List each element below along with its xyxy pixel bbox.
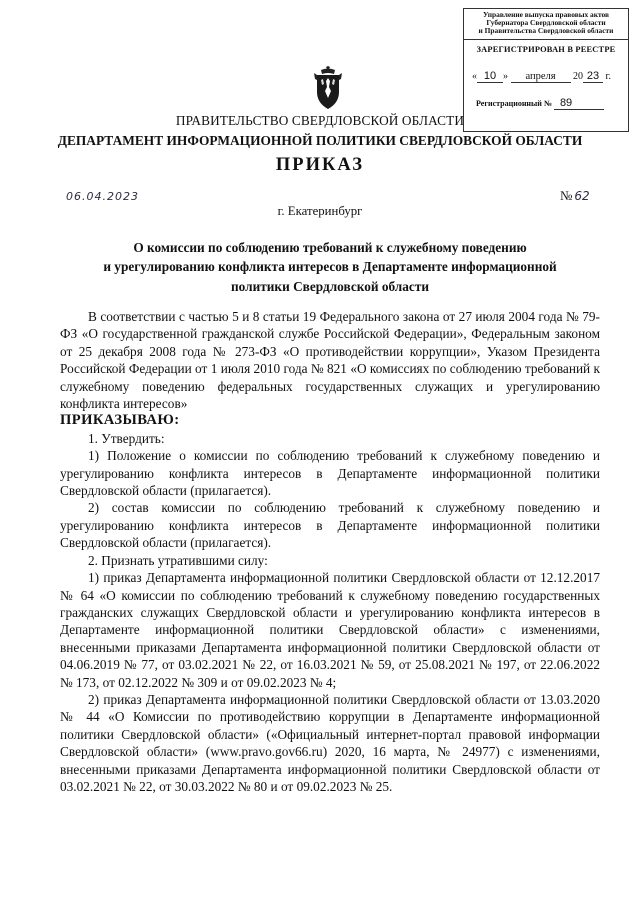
- stamp-year-prefix: 20: [573, 71, 583, 82]
- stamp-day: 10: [477, 70, 503, 83]
- stamp-header-line: Губернатора Свердловской области: [486, 18, 606, 28]
- stamp-header-line: Управление выпуска правовых актов: [482, 10, 610, 19]
- stamp-reg-number: 89: [554, 97, 604, 110]
- order-number: [560, 188, 590, 204]
- preamble-paragraph: В соответствии с частью 5 и 8 статьи 19 Федерального закона от 27 июля 2004 года № 79-ФЗ «О государственной гражданской службе Российской Федерации», Федеральным законом от 25 декабря 2008 года № 273-ФЗ «О противодействии коррупции», Указом Президента Российской Федерации от 1 июля 2010 года № 821 «О комиссиях по соблюдению требований к служебному поведению федеральных государственных служащих и урегулированию конфликта интересов»: [60, 309, 600, 412]
- clause-2-2: 2) приказ Департамента информационной политики Свердловской области от 13.03.2020 № 44 «О Комиссии по противодействию коррупции в Департаменте информационной политики Свердловской области» («Официальный интернет-портал правовой информации Свердловской области» (www.pravo.gov66.ru) 2020, 16 марта, № 24977) с изменениями, внесенными приказами Департамента информационной политики Свердловской области от 03.02.2021 № 22, от 30.03.2022 № 80 и от 09.02.2023 № 25.: [60, 691, 600, 794]
- subject-line: и урегулированию конфликта интересов в Департаменте информационной: [103, 259, 557, 275]
- stamp-open-quote: «: [472, 71, 477, 82]
- document-type: ПРИКАЗ: [275, 155, 365, 175]
- order-word: ПРИКАЗЫВАЮ:: [60, 412, 180, 429]
- handwritten-number: 62: [574, 189, 590, 203]
- document-subject: [60, 238, 600, 296]
- clause-2-1: 1) приказ Департамента информационной политики Свердловской области от 12.12.2017 № 64 «О комиссии по соблюдению требований к служебному поведению государственных гражданских служащих Свердловской области и урегулированию конфликта интересов в Департаменте информационной политики Свердловской области» с изменениями, внесенными приказами Департамента информационной политики Свердловской области от 04.06.2019 № 77, от 03.02.2021 № 22, от 16.03.2021 № 59, от 25.08.2021 № 197, от 22.06.2022 № 173, от 02.12.2022 № 309 и от 09.02.2023 № 4;: [60, 570, 600, 690]
- stamp-header-line: и Правительства Свердловской области: [478, 26, 614, 36]
- clause-2: 2. Признать утратившими силу:: [88, 552, 268, 568]
- stamp-year-suffix: 23: [583, 70, 603, 83]
- number-label: №: [560, 188, 573, 203]
- department-name: ДЕПАРТАМЕНТ ИНФОРМАЦИОННОЙ ПОЛИТИКИ СВЕРДЛОВСКОЙ ОБЛАСТИ: [57, 133, 583, 148]
- government-name: ПРАВИТЕЛЬСТВО СВЕРДЛОВСКОЙ ОБЛАСТИ: [175, 113, 465, 128]
- clause-1-1: 1) Положение о комиссии по соблюдению требований к служебному поведению и урегулированию конфликта интересов в Департаменте информационной политики Свердловской области (прилагается).: [60, 448, 600, 499]
- stamp-reg-label: Регистрационный №: [476, 99, 552, 108]
- stamp-header: [464, 9, 628, 40]
- subject-line: политики Свердловской области: [230, 278, 430, 294]
- stamp-close-quote: »: [503, 71, 508, 82]
- stamp-month: апреля: [511, 71, 571, 83]
- stamp-date: [472, 70, 622, 83]
- subject-line: О комиссии по соблюдению требований к служебному поведению: [133, 240, 527, 255]
- clause-1-2: 2) состав комиссии по соблюдению требований к служебному поведению и урегулированию конфликта интересов в Департаменте информационной политики Свердловской области (прилагается).: [60, 500, 600, 551]
- handwritten-date: 06.04.2023: [66, 190, 139, 203]
- stamp-registration: [476, 97, 604, 110]
- document-body: [60, 308, 600, 795]
- coat-of-arms-icon: [313, 66, 343, 110]
- city: г. Екатеринбург: [277, 204, 363, 218]
- clause-1: 1. Утвердить:: [88, 430, 165, 446]
- stamp-year-unit: г.: [605, 71, 611, 82]
- stamp-title: ЗАРЕГИСТРИРОВАН В РЕЕСТРЕ: [476, 44, 616, 54]
